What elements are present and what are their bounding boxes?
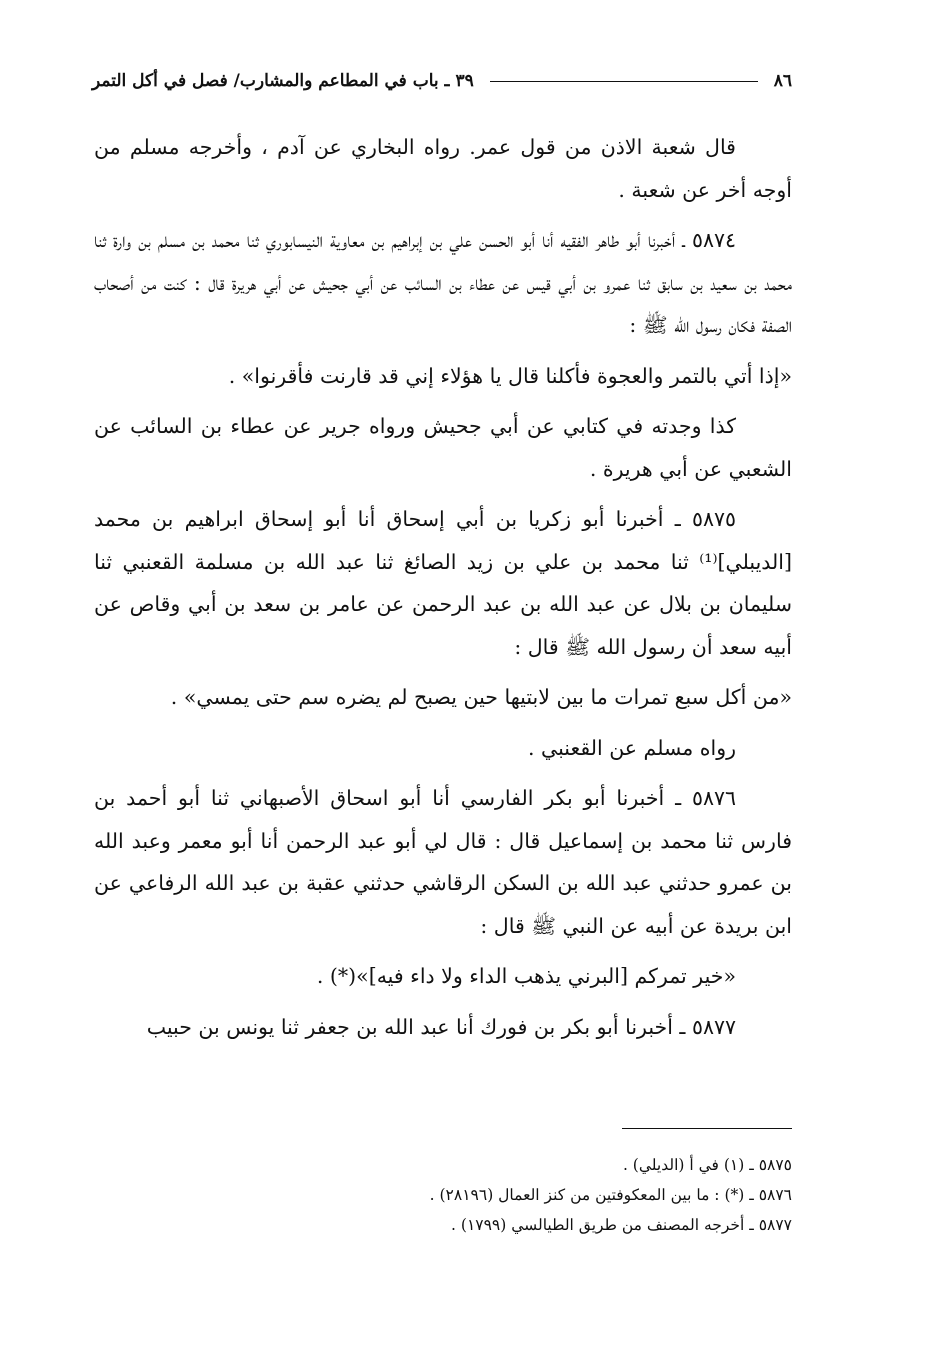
hadith-5874-paragraph: ٥٨٧٤ ـ أخبرنا أبو طاهر الفقيه أنا أبو الحسن علي بن إبراهيم بن معاوية النيسابوري ثنا محمد بن مسلم بن وارة ثنا محمد بن سعيد بن سابق ثنا عمرو بن أبي قيس عن عطاء بن السائب عن أبي جحيش عن أبي هريرة قال : كنت من أصحاب الصفة فكان رسول الله ﷺ : — [94, 228, 792, 337]
header-rule — [490, 81, 758, 82]
hadith-quote: «خير تمركم [البرني يذهب الداء ولا داء فيه]»(*) . — [316, 964, 736, 988]
hadith-quote: «من أكل سبع تمرات ما بين لابتيها حين يصبح لم يضره سم حتى يمسي» . — [170, 685, 792, 709]
hadith-5875-paragraph: ٥٨٧٥ ـ أخبرنا أبو زكريا بن أبي إسحاق أنا أبو إسحاق ابراهيم بن محمد [الديبلي]⁽¹⁾ ثنا محمد بن علي بن زيد الصائغ ثنا عبد الله بن مسلمة القعنبي ثنا سليمان بن بلال عن عبد الله بن عبد الرحمن عن عامر بن سعد بن أبي وقاص عن أبيه سعد أن رسول الله ﷺ قال : — [94, 507, 792, 659]
main-text — [94, 126, 792, 1056]
hadith-quote: «إذا أتي بالتمر والعجوة فأكلنا قال يا هؤلاء إني قد قارنت فأقرنوا» . — [228, 363, 792, 388]
hadith-5877-paragraph: ٥٨٧٧ ـ أخبرنا أبو بكر بن فورك أنا عبد الله بن جعفر ثنا يونس بن حبيب — [146, 1014, 736, 1039]
paragraph: رواه مسلم عن القعنبي . — [527, 735, 736, 760]
footnote: ٥٨٧٦ ـ (*) : ما بين المعكوفتين من كنز العمال (٢٨١٩٦) . — [429, 1186, 792, 1204]
hadith-5876-paragraph: ٥٨٧٦ ـ أخبرنا أبو بكر الفارسي أنا أبو اسحاق الأصبهاني ثنا أبو أحمد بن فارس ثنا محمد بن إسماعيل قال : قال لي أبو عبد الرحمن أنا أبو معمر وعبد الله بن عمرو حدثني عبد الله بن السكن الرقاشي حدثني عقبة بن عبد الله الرفاعي عن ابن بريدة عن أبيه عن النبي ﷺ قال : — [94, 786, 792, 938]
chapter-title: ٣٩ ـ باب في المطاعم والمشارب/ فصل في أكل التمر — [92, 71, 474, 91]
page-number: ٨٦ — [773, 71, 792, 91]
running-header — [92, 66, 792, 96]
paragraph: قال شعبة الاذن من قول عمر. رواه البخاري عن آدم ، وأخرجه مسلم من أوجه أخر عن شعبة . — [94, 135, 792, 202]
footnote: ٥٨٧٥ ـ (١) في أ (الديلي) . — [622, 1156, 792, 1174]
footnote: ٥٨٧٧ ـ أخرجه المصنف من طريق الطيالسي (١٧٩٩) . — [451, 1216, 792, 1234]
paragraph: كذا وجدته في كتابي عن أبي جحيش ورواه جرير عن عطاء بن السائب عن الشعبي عن أبي هريرة . — [94, 414, 792, 481]
footnote-rule — [622, 1128, 792, 1129]
footnotes — [94, 1150, 792, 1240]
